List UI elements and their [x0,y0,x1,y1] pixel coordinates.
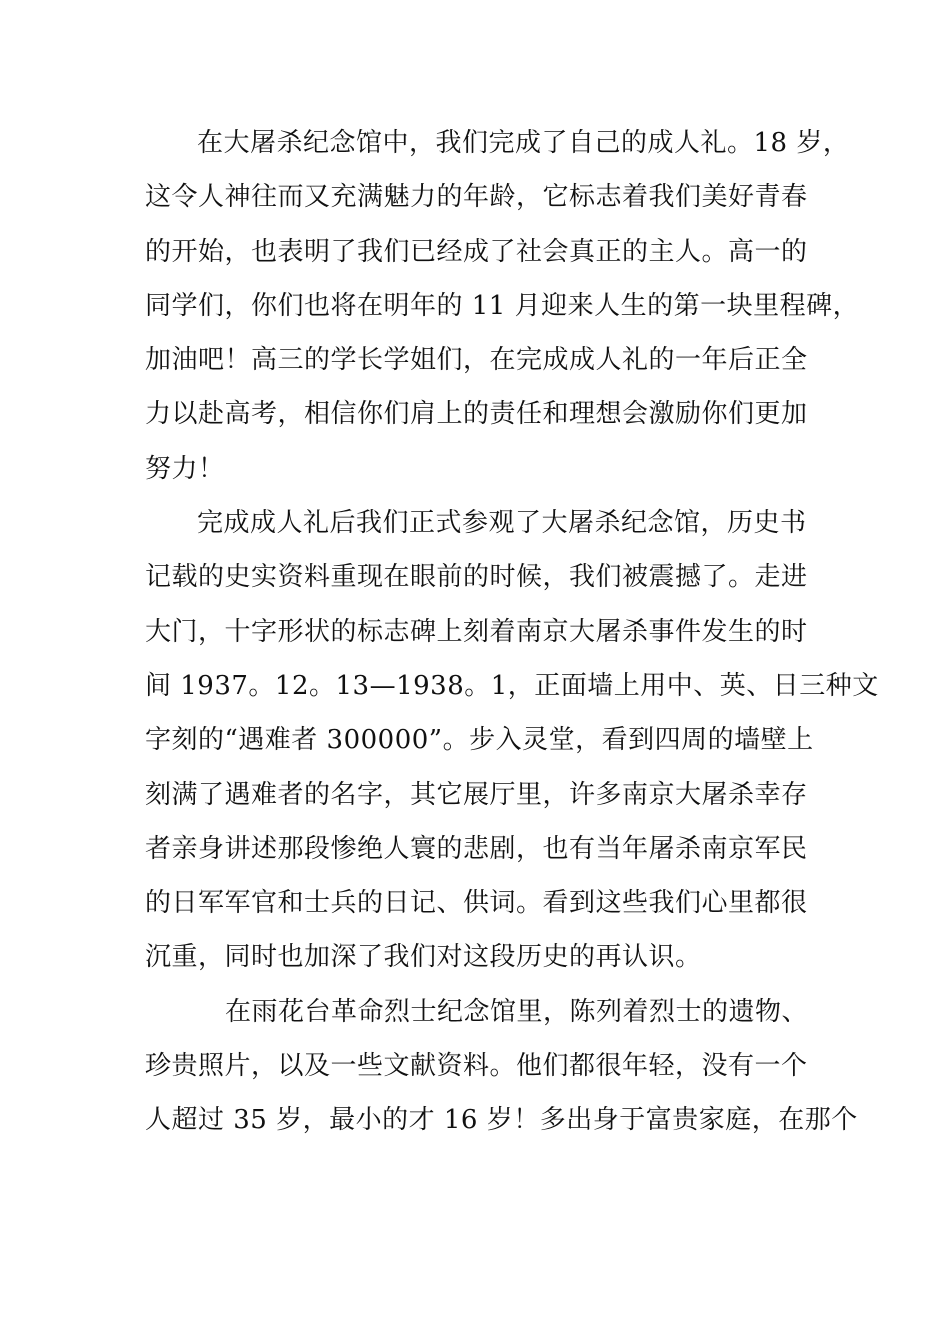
paragraph-2-line-6: 刻满了遇难者的名字，其它展厅里，许多南京大屠杀幸存 [145,779,808,810]
paragraph-1-line-4: 同学们，你们也将在明年的 11 月迎来人生的第一块里程碑， [145,290,860,321]
paragraph-1-line-2: 这令人神往而又充满魅力的年龄，它标志着我们美好青春 [145,182,808,213]
paragraph-2-line-3: 大门，十字形状的标志碑上刻着南京大屠杀事件发生的时 [145,616,808,647]
paragraph-1-line-6: 力以赴高考，相信你们肩上的责任和理想会激励你们更加 [145,399,808,430]
paragraph-2-line-1: 完成成人礼后我们正式参观了大屠杀纪念馆，历史书 [197,508,807,539]
paragraph-2-line-8: 的日军军官和士兵的日记、供词。看到这些我们心里都很 [145,888,808,919]
paragraph-1-line-5: 加油吧！高三的学长学姐们，在完成成人礼的一年后正全 [145,345,808,376]
paragraph-3-line-3: 人超过 35 岁，最小的才 16 岁！多出身于富贵家庭，在那个 [145,1105,858,1136]
paragraph-1-line-7: 努力！ [145,453,225,484]
paragraph-2-line-5: 字刻的“遇难者 300000”。步入灵堂，看到四周的墙壁上 [145,725,814,756]
paragraph-2-line-9: 沉重，同时也加深了我们对这段历史的再认识。 [145,942,702,973]
paragraph-2-line-7: 者亲身讲述那段惨绝人寰的悲剧，也有当年屠杀南京军民 [145,833,808,864]
body-text [145,116,879,1148]
paragraph-1-line-3: 的开始，也表明了我们已经成了社会真正的主人。高一的 [145,236,808,267]
paragraph-3-line-2: 珍贵照片，以及一些文献资料。他们都很年轻，没有一个 [145,1051,808,1082]
paragraph-3-line-1: 在雨花台革命烈士纪念馆里，陈列着烈士的遗物、 [225,996,809,1027]
paragraph-2-line-2: 记载的史实资料重现在眼前的时候，我们被震撼了。走进 [145,562,808,593]
paragraph-2-line-4: 间 1937。12。13—1938。1，正面墙上用中、英、日三种文 [145,670,879,701]
paragraph-1-line-1: 在大屠杀纪念馆中，我们完成了自己的成人礼。18 岁， [197,128,850,158]
